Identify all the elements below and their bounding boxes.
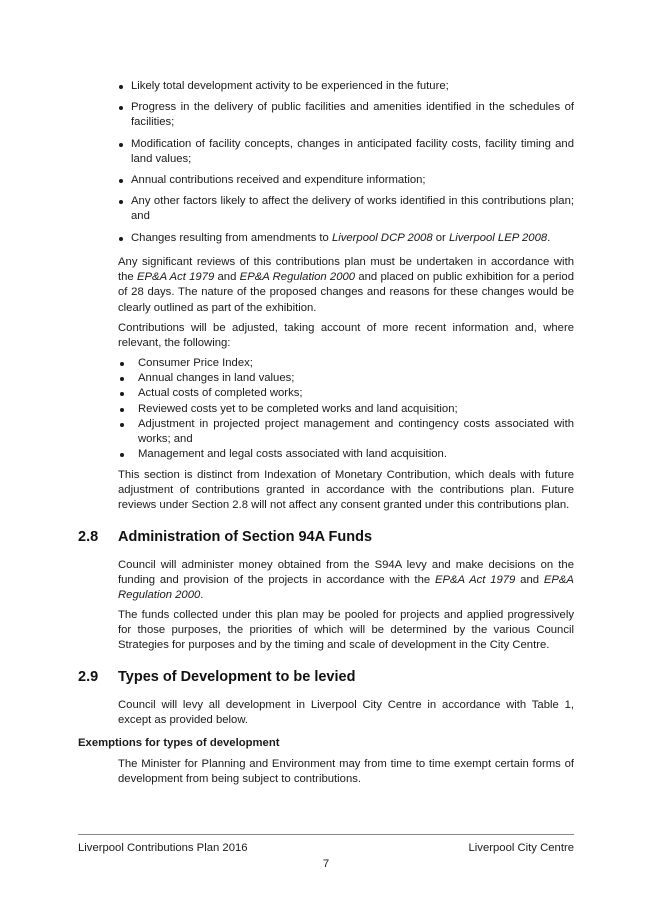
list-item: Any other factors likely to affect the delivery of works identified in this contributions plan; and — [118, 194, 574, 224]
list-item: Progress in the delivery of public facilities and amenities identified in the schedules of facilities; — [118, 100, 574, 130]
adjustment-list — [118, 356, 574, 462]
list-item: Likely total development activity to be experienced in the future; — [118, 79, 574, 94]
section-2-9-paragraph-1: Council will levy all development in Liverpool City Centre in accordance with Table 1, except as provided below. — [118, 699, 574, 727]
list-item: Changes resulting from amendments to Liverpool DCP 2008 or Liverpool LEP 2008. — [118, 231, 574, 246]
exemptions-subheading: Exemptions for types of development — [78, 737, 280, 749]
footer-divider — [78, 834, 574, 835]
distinct-section-paragraph: This section is distinct from Indexation of Monetary Contribution, which deals with future adjustment of contributions granted in accordance with the contributions plan. Future reviews under Section 2.8 will not affect any consent granted under this contributions plan. — [118, 469, 574, 512]
list-item: Management and legal costs associated with land acquisition. — [118, 447, 574, 462]
section-2-8-paragraph-2: The funds collected under this plan may be pooled for projects and applied progressively for those purposes, the priorities of which will be determined by the various Council Strategies for purposes and by the timing and scale of development in the City Centre. — [118, 609, 574, 652]
page-number: 7 — [322, 858, 330, 870]
list-item: Adjustment in projected project management and contingency costs associated with works; and — [118, 417, 574, 447]
section-2-8-paragraph-1: Council will administer money obtained from the S94A levy and make decisions on the funding and provision of the projects in accordance with the EP&A Act 1979 and EP&A Regulation 2000. — [118, 559, 574, 602]
review-factors-list — [118, 79, 574, 246]
list-item: Annual changes in land values; — [118, 371, 574, 386]
list-item: Reviewed costs yet to be completed works and land acquisition; — [118, 402, 574, 417]
adjusted-intro-paragraph: Contributions will be adjusted, taking account of more recent information and, where relevant, the following: — [118, 322, 574, 350]
list-item: Actual costs of completed works; — [118, 386, 574, 401]
section-2-9-heading: 2.9 Types of Development to be levied — [78, 669, 356, 685]
significant-review-paragraph: Any significant reviews of this contributions plan must be undertaken in accordance with the EP&A Act 1979 and EP&A Regulation 2000 and placed on public exhibition for a period of 28 days. The nature of the proposed changes and reasons for these changes would be clearly outlined as part of the exhibition. — [118, 256, 574, 314]
list-item: Modification of facility concepts, changes in anticipated facility costs, facility timing and land values; — [118, 137, 574, 167]
footer-plan-title: Liverpool Contributions Plan 2016 — [78, 842, 248, 854]
section-2-8-heading: 2.8 Administration of Section 94A Funds — [78, 529, 373, 545]
list-item: Consumer Price Index; — [118, 356, 574, 371]
footer-location: Liverpool City Centre — [468, 842, 574, 854]
list-item: Annual contributions received and expenditure information; — [118, 173, 574, 188]
section-2-9-paragraph-2: The Minister for Planning and Environment may from time to time exempt certain forms of development from being subject to contributions. — [118, 758, 574, 786]
